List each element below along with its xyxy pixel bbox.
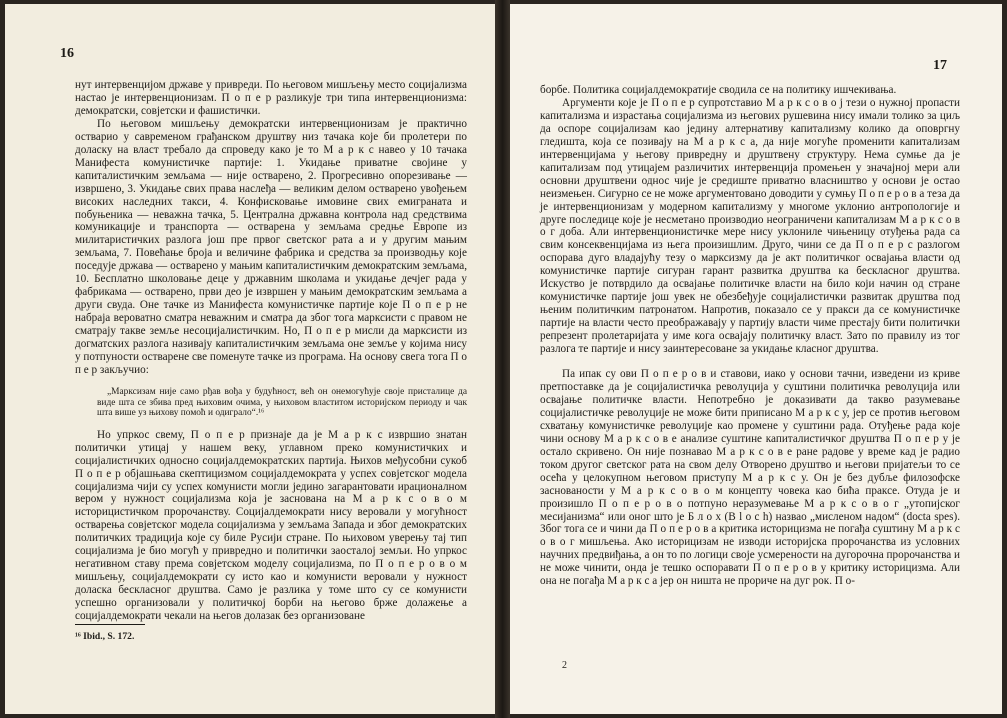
footnote: ¹⁶ Ibid., S. 172.	[75, 631, 135, 642]
page-number: 16	[60, 46, 74, 61]
page-body	[75, 79, 467, 623]
book-gutter	[495, 0, 510, 718]
right-page	[510, 4, 1002, 714]
paragraph: Но упркос свему, П о п е р признаје да је М а р к с извршио знатан политички утицај у нашем веку, углавном преко комунистичких и социјалистичких односно социјалдемократских партија. Њихов међусобни сукоб П о п е р објашњава скептицизмом социјалдемократа у успех совјетског модела социјализма чији су успех комунисти могли једино загарантовати ирационалном вером у нужност социјализма која је заснована на М а р к с о в о м историцистичком пророчанству. Социјалдемократи нису веровали у могућност остварења совјетског модела социјализма у земљама Запада и због демократских политичких традиција које су биле Русији стране. По њиховом уверењу тај тип социјализма је био могућ у привредно и политички заосталој земљи. Но упркос негативном ставу према совјетском моделу социјализма, по П о п е р о в о м мишљењу, социјалдемократи су исто као и комунисти веровали у нужност доласка бескласног друштва. Само је разлика у томе што су се комунисти успешно организовали у политичкој борби на његово брже долажење а социјалдемократи чекали на његов долазак без организоване	[75, 428, 467, 623]
paragraph: По његовом мишљењу демократски интервенционизам је практично остварио у савременом грађанском друштву низ тачака које би пролетери по доласку на власт требало да спроведу како је то М а р к с навео у 10 тачака Манифеста комунистичке партије: 1. Укидање приватне својине у капиталистичким земљама — није остварено, 2. Прогресивно опорезивање — извршено, 3. Укидање свих права наслеђа — великим делом остварено увођењем високих наследних такси, 4. Конфисковање имовине свих емиграната и побуњеника — неважна тачка, 5. Централна државна контрола над средствима комуникације и транспорта — остварена у земљама средње Европе из милитаристичких разлога још пре првог светског рата а и у другим мањим земљама, 7. Повећање броја и величине фабрика и средства за производњу које поседује држава — остварено у мањим капиталистичким демократским земљама, 10. Бесплатно школовање деце у државним школама и укидање дечјег рада у фабрикама — остварено, први део је извршен у мањим демократским земљама а други свуда. Оне тачке из Манифеста комунистичке партије које П о п е р не набраја вероватно сматра неважним и сматра да због тога марксисти с правом не сматрају такве земље несоцијалистичким. Но, П о п е р мисли да марксисти из догматских разлога називају капиталистичким земљама оне земље у којима нису у потпуности остварене све поменуте тачке из програма. На основу свега тога П о п е р закључио:	[75, 117, 467, 376]
paragraph: нут интервенцијом државе у привреди. По његовом мишљењу место социјализма настао је интервенционизам. П о п е р разликује три типа интервенционизма: демократски, совјетски и фашистички.	[75, 79, 467, 117]
paragraph: Аргументи које је П о п е р супротставио М а р к с о в о ј тези о нужној пропасти капитализма и израстања социјализма из његових рушевина нису имали толико за циљ да оспоре социјализам као једину алтернативу капитализму колико да оповргну гледишта, која се позивају на М а р к с а, да није могуће променити капитализам интервенцијама у његову привредну и друштвену структуру. Нема сумње да је капитализам под утицајем различитих интервенција промењен у значајној мери али основни друштвени однос чије је средиште приватно власништво у основи је остао неизмењен. Сигурно се не може аргументовано доводити у сумњу П о п е р о в а теза да је интервенционизам у модерном капитализму у многоме уклонио антропологије и друге последице које је несметано производио неограничени капитализам М а р к с о в о г доба. Али интервенционистичке мере нису уклониле чињеницу отуђења рада са свим консеквенцијама из њега произишлим. Друго, чини се да П о п е р с разлогом оспорава дуго владајућу тезу о марксизму да је акт политичког освајања власти од комунистичке партије сигуран гарант развитка друштва ка бескласног друштва. Искуство је потврдило да освајање политичке власти на било који начин од стране комунистичке партије још увек не обезбеђује социјалистички развитак друштва под њеним политичким патронатом. Напротив, показало се у пракси да се комунистичке партије на власти често преображавају у партију власти чиме престају бити политички репрезент пролетаријата у име кога освајају политичку власт. Зато по правилу из тог разлога те партије и нису заинтересоване за укидање класног друштва.	[540, 96, 960, 356]
block-quote: „Марксизам није само рђав вођа у будућност, већ он онемогућује своје присталице да виде шта се збива пред њиховим очима, у њиховом властитом историјском периоду и чак шта више уз њихову помоћ и одиграло“.¹⁶	[97, 386, 467, 419]
paragraph: борбе. Политика социјалдемократије сводила се на политику ишчекивања.	[540, 84, 897, 96]
footnote-rule	[75, 624, 145, 625]
paragraph: Па ипак су ови П о п е р о в и ставови, иако у основи тачни, изведени из криве претпоставке да је социјалистичка револуција у суштини политичка револуција или освајање политичке власти. Непотребно је доказивати да такво разумевање социјалистичке револуције не може бити приписано М а р к с у, јер се против његовом схватању комунистичке револуције као промене у суштини рада. Отуђење рада које чини основу М а р к с о в е анализе суштине капиталистичког друштва П о п е р у је остало скривено. Он није познавао М а р к с о в е ране радове у време кад је радио током другог светског рата на свом делу Отворено друштво и његови пријатељи то се осећа у целокупном његовом приступу М а р к с у. Он је без дубље филозофске заснованости у М а р к с о в о м концепту човека као бића праксе. Отуда је и произишло П о п е р о в о потпуно неразумевање М а р к с о в о г „утопијског месијанизма“ или оног што је Б л о х (B l o c h) назвао „мисленом надом“ (docta spes). Због тога се и чини да П о п е р о в а критика историцизма не погађа суштину М а р к с о в о г мишљења. Ако историцизам не изводи историјска пророчанства из условних научних предвиђања, а он то по логици своје усмерености на дугорочна пророчанства и не може чинити, онда је тешко оспоравати П о п е р о в у критику историцизма. Али она не погађа М а р к с а јер он ништа не прориче на дуг рок. П о-	[540, 368, 960, 588]
page-number: 17	[933, 58, 947, 73]
page-body	[540, 84, 960, 588]
signature-mark: 2	[562, 660, 567, 671]
left-page	[5, 4, 495, 714]
